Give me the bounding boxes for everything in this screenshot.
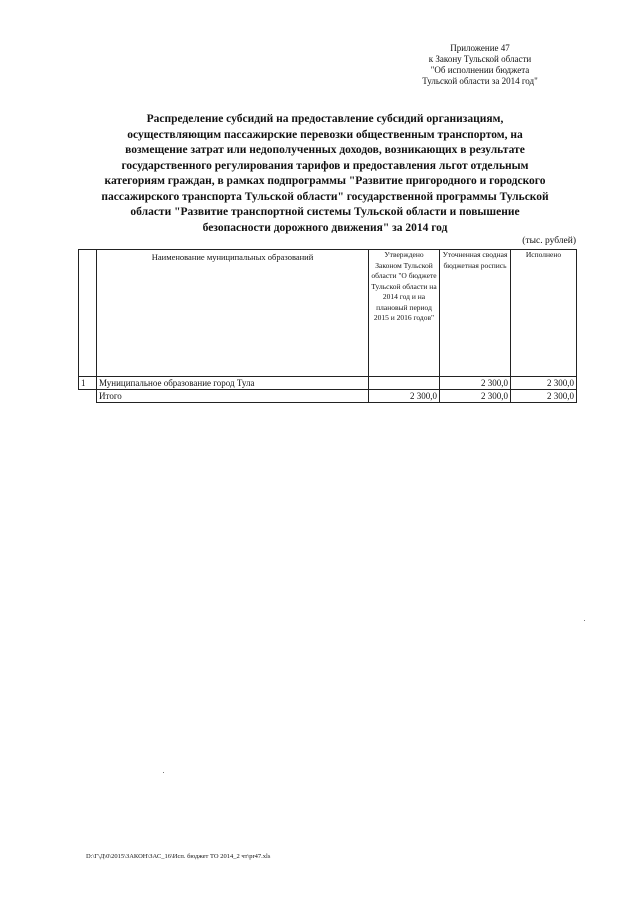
title-line: безопасности дорожного движения" за 2014 год <box>202 221 448 234</box>
total-refined: 2 300,0 <box>440 390 511 403</box>
title-line: государственного регулирования тарифов и предоставления льгот отдельным <box>121 159 529 172</box>
row-number: 1 <box>79 377 97 390</box>
appendix-line: Тульской области за 2014 год" <box>422 76 538 86</box>
file-path-footer: D:\Г\Д\0\2015\ЗАКОН\ЗАС_16\Исп. бюджет ТО 2014_2 чт\pr47.xls <box>86 853 271 860</box>
title-line: Распределение субсидий на предоставление субсидий организациям, <box>146 113 504 125</box>
row-approved <box>369 377 440 390</box>
table-header-row <box>79 250 577 377</box>
title-line: области "Развитие транспортной системы Тульской области и повышение <box>130 206 520 218</box>
title-line: категориям граждан, в рамках подпрограммы "Развитие пригородного и городского <box>104 175 546 187</box>
table-row <box>79 377 577 390</box>
subsidy-table <box>78 249 577 403</box>
scan-speck <box>163 772 164 773</box>
appendix-line: "Об исполнении бюджета <box>430 65 530 75</box>
total-approved: 2 300,0 <box>369 390 440 403</box>
document-title <box>95 112 555 236</box>
title-line: осуществляющим пассажирские перевозки общественным транспортом, на <box>127 128 523 141</box>
row-name: Муниципальное образование город Тула <box>97 377 369 390</box>
header-refined: Уточненная сводная бюджетная роспись <box>440 250 511 377</box>
appendix-line: Приложение 47 <box>450 43 510 53</box>
header-executed: Исполнено <box>511 250 577 377</box>
title-line: пассажирского транспорта Тульской области" государственной программы Тульской <box>101 190 549 203</box>
scan-speck <box>584 620 585 621</box>
total-executed: 2 300,0 <box>511 390 577 403</box>
total-row <box>79 390 577 403</box>
title-line: возмещение затрат или недополученных доходов, возникающих в результате <box>125 144 525 156</box>
appendix-note <box>400 43 560 87</box>
row-refined: 2 300,0 <box>440 377 511 390</box>
header-approved: Утверждено Законом Тульской области "О бюджете Тульской области на 2014 год и на плановый период 2015 и 2016 годов" <box>369 250 440 377</box>
total-label: Итого <box>97 390 369 403</box>
units-label: (тыс. рублей) <box>522 236 576 246</box>
appendix-line: к Закону Тульской области <box>428 54 532 64</box>
total-blank-cell <box>79 390 97 403</box>
header-number-cell <box>79 250 97 377</box>
row-executed: 2 300,0 <box>511 377 577 390</box>
header-name: Наименование муниципальных образований <box>97 250 369 377</box>
